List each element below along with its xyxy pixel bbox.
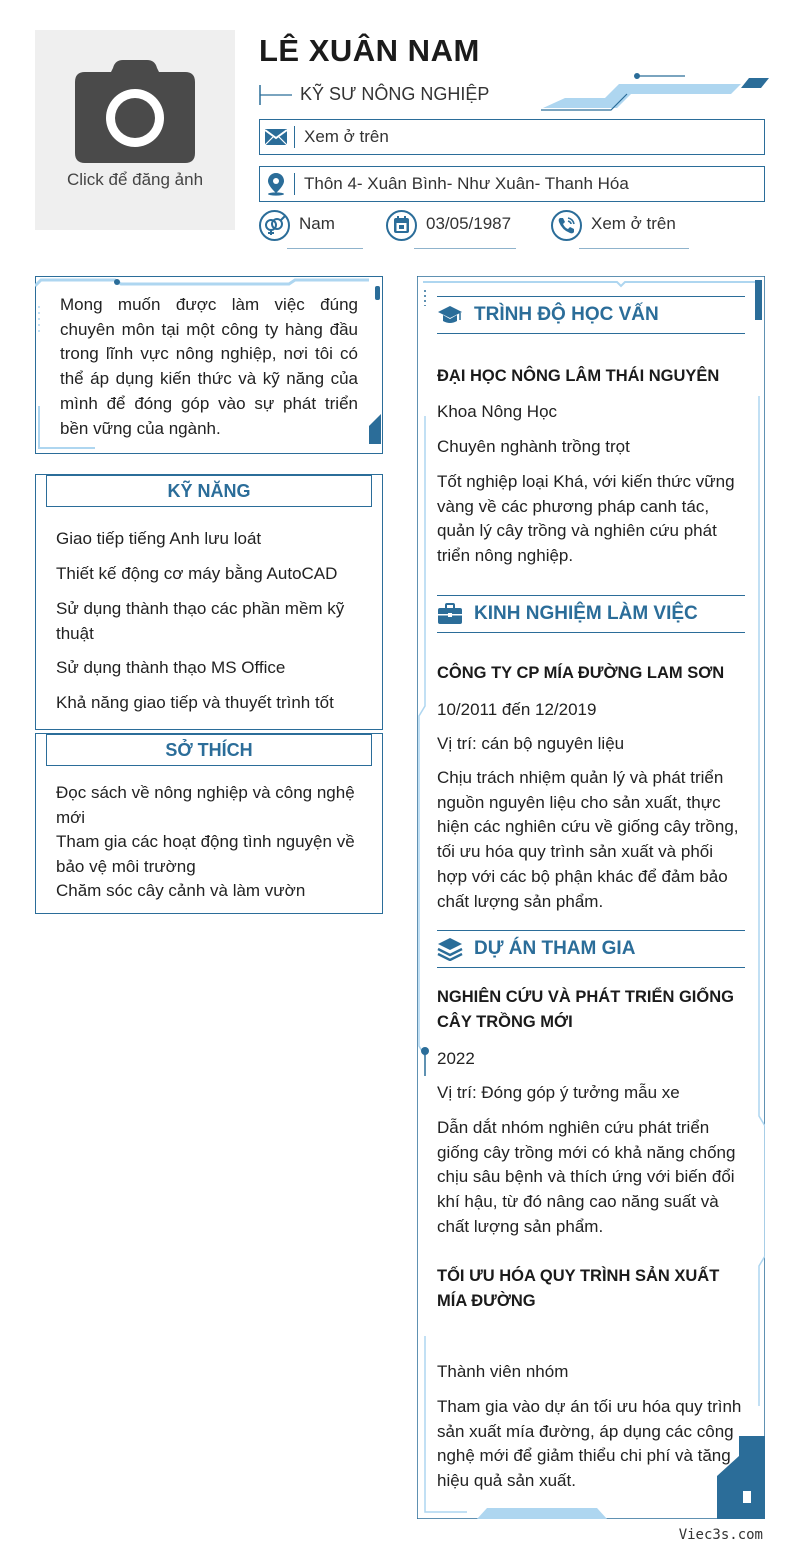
projects-title: DỰ ÁN THAM GIA xyxy=(474,938,636,959)
address-value: Thôn 4- Xuân Bình- Như Xuân- Thanh Hóa xyxy=(304,174,629,193)
education-header xyxy=(437,296,745,334)
list-item: Sử dụng thành thạo MS Office xyxy=(56,658,286,677)
underline xyxy=(579,248,689,249)
email-field xyxy=(259,119,765,155)
work-position: Vị trí: cán bộ nguyên liệu xyxy=(437,734,625,753)
photo-caption: Click để đăng ảnh xyxy=(66,170,204,189)
location-pin-icon xyxy=(264,172,288,196)
footer-watermark: Viec3s.com xyxy=(678,1527,763,1543)
experience-header xyxy=(437,595,745,633)
skills-title: KỸ NĂNG xyxy=(46,475,372,507)
list-item: Sử dụng thành thạo các phần mềm kỹ thuật xyxy=(56,599,345,643)
company-name: CÔNG TY CP MÍA ĐƯỜNG LAM SƠN xyxy=(437,664,725,682)
birthday-value: 03/05/1987 xyxy=(426,214,512,233)
separator xyxy=(294,173,295,195)
project-name: TỐI ƯU HÓA QUY TRÌNH SẢN XUẤT MÍA ĐƯỜNG xyxy=(437,1267,720,1310)
list-item: Tham gia các hoạt động tình nguyện về bảo vệ môi trường xyxy=(56,832,355,876)
graduation-cap-icon xyxy=(437,303,463,327)
phone-icon xyxy=(551,210,582,241)
title-line-decoration xyxy=(259,84,293,106)
career-objective xyxy=(35,276,383,454)
gender-icon xyxy=(259,210,290,241)
separator xyxy=(294,126,295,148)
gender-field xyxy=(259,210,369,250)
projects-header xyxy=(437,930,745,968)
education-title: TRÌNH ĐỘ HỌC VẤN xyxy=(474,304,659,325)
layers-icon xyxy=(437,937,463,961)
project-name: NGHIÊN CỨU VÀ PHÁT TRIỂN GIỐNG CÂY TRỒNG MỚI xyxy=(437,988,734,1031)
project-year: 2022 xyxy=(437,1049,475,1068)
birthday-field xyxy=(386,210,526,250)
address-field xyxy=(259,166,765,202)
briefcase-icon xyxy=(437,602,463,626)
full-name: LÊ XUÂN NAM xyxy=(259,33,480,68)
calendar-icon xyxy=(386,210,417,241)
underline xyxy=(414,248,516,249)
list-item: Khả năng giao tiếp và thuyết trình tốt xyxy=(56,693,334,712)
list-item: Thiết kế động cơ máy bằng AutoCAD xyxy=(56,564,338,583)
gender-value: Nam xyxy=(299,214,335,233)
faculty: Khoa Nông Học xyxy=(437,402,558,421)
job-title: KỸ SƯ NÔNG NGHIỆP xyxy=(300,84,490,104)
header-decoration xyxy=(535,70,771,114)
skills-section xyxy=(35,474,383,730)
list-item: Đọc sách về nông nghiệp và công nghệ mới xyxy=(56,783,355,827)
list-item: Chăm sóc cây cảnh và làm vườn xyxy=(56,881,306,900)
major: Chuyên nghành trồng trọt xyxy=(437,437,630,456)
phone-value: Xem ở trên xyxy=(591,214,676,233)
camera-icon xyxy=(75,58,195,163)
underline xyxy=(287,248,363,249)
project-role: Thành viên nhóm xyxy=(437,1362,569,1381)
school-name: ĐẠI HỌC NÔNG LÂM THÁI NGUYÊN xyxy=(437,367,720,385)
phone-field xyxy=(551,210,701,250)
experience-description: Chịu trách nhiệm quản lý và phát triển nguồn nguyên liệu cho sản xuất, thực hiện các nghiên cứu về giống cây trồng, tối ưu hóa quy trình sản xuất và phối hợp với các bộ phận khác để đảm bảo chất lượng sản phẩm. xyxy=(437,768,739,911)
hobbies-section xyxy=(35,733,383,914)
email-value: Xem ở trên xyxy=(304,127,389,146)
education-description: Tốt nghiệp loại Khá, với kiến thức vững vàng về các phương pháp canh tác, quản lý cây trồng và nghiên cứu phát triển nông nghiệp. xyxy=(437,472,735,566)
mail-icon xyxy=(264,125,288,149)
hobbies-title: SỞ THÍCH xyxy=(46,734,372,766)
list-item: Giao tiếp tiếng Anh lưu loát xyxy=(56,529,262,548)
avatar-upload[interactable] xyxy=(35,30,235,230)
project-description: Tham gia vào dự án tối ưu hóa quy trình sản xuất mía đường, áp dụng các công nghệ mới để giảm thiểu chi phí và tăng hiệu quả sản xuất. xyxy=(437,1397,742,1491)
project-description: Dẫn dắt nhóm nghiên cứu phát triển giống cây trồng mới có khả năng chống chịu sâu bệnh và thích ứng với biến đổi khí hậu, từ đó nâng cao năng suất và chất lượng sản phẩm. xyxy=(437,1118,736,1236)
objective-text: Mong muốn được làm việc đúng chuyên môn tại một công ty hàng đầu trong lĩnh vực nông nghiệp, nơi tôi có thể áp dụng kiến thức và kỹ năng của mình để đóng góp vào sự phát triển bền vững của ngành. xyxy=(60,295,358,438)
work-period: 10/2011 đến 12/2019 xyxy=(437,700,597,719)
project-role: Vị trí: Đóng góp ý tưởng mẫu xe xyxy=(437,1083,680,1102)
experience-title: KINH NGHIỆM LÀM VIỆC xyxy=(474,603,698,624)
